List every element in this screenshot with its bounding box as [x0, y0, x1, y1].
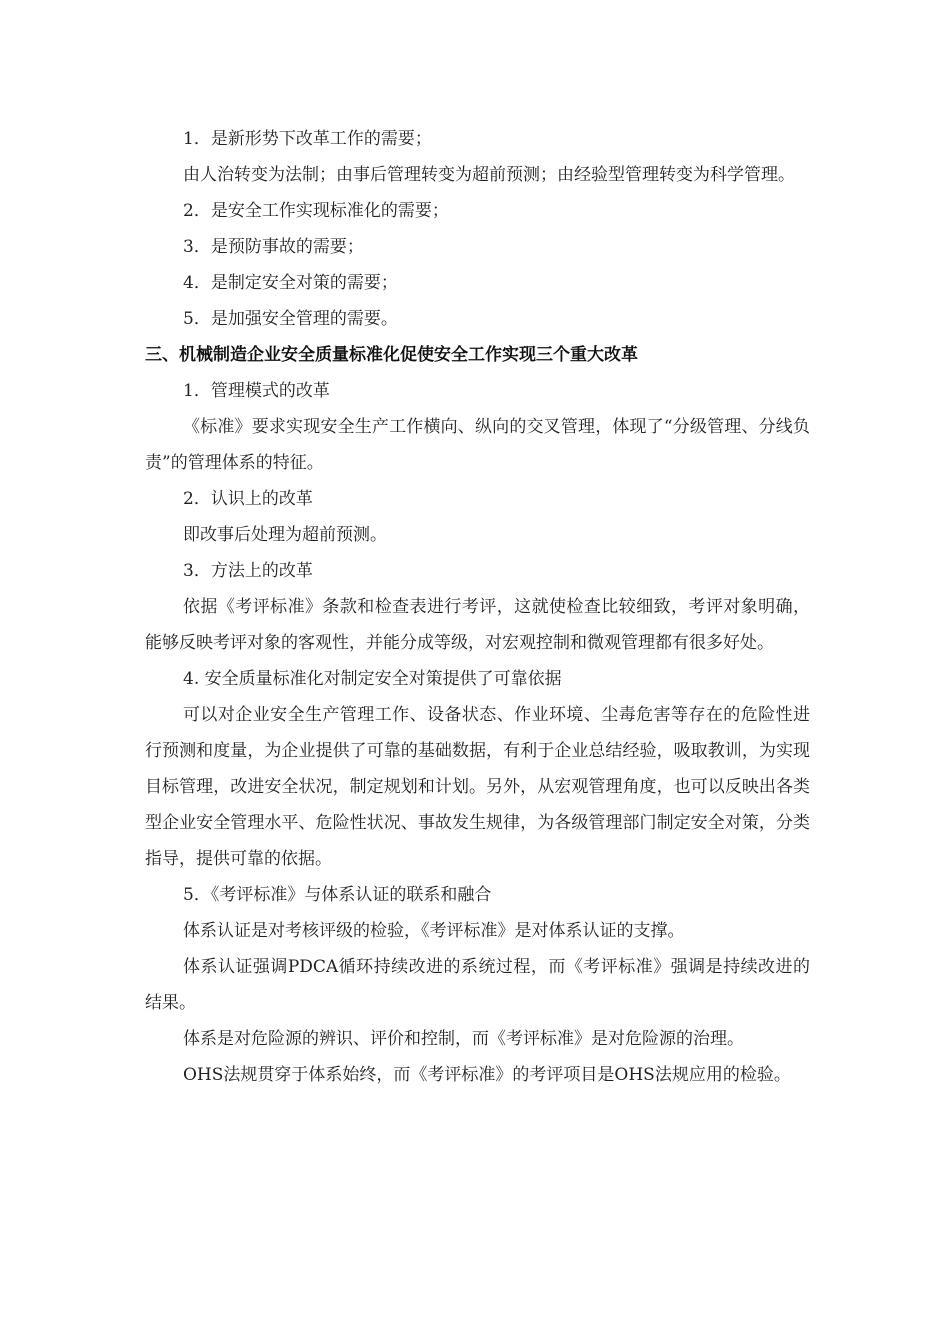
list-item: 3．是预防事故的需要；: [183, 237, 364, 257]
list-item: 2．认识上的改革: [183, 489, 313, 509]
body-paragraph: 体系认证是对考核评级的检验，《考评标准》是对体系认证的支撑。: [183, 921, 685, 941]
body-paragraph: 依据《考评标准》条款和检查表进行考评，这就使检查比较细致，考评对象明确，能够反映考评对象的客观性，并能分成等级，对宏观控制和微观管理都有很多好处。: [145, 597, 810, 653]
list-item: 4．是制定安全对策的需要；: [183, 273, 398, 293]
list-item: 1．管理模式的改革: [183, 381, 330, 401]
list-item: 1．是新形势下改革工作的需要；: [183, 129, 432, 149]
list-item: 3．方法上的改革: [183, 561, 313, 581]
body-paragraph: 体系是对危险源的辨识、评价和控制，而《考评标准》是对危险源的治理。: [183, 1029, 744, 1049]
section-heading: 三、机械制造企业安全质量标准化促使安全工作实现三个重大改革: [145, 345, 638, 365]
body-paragraph: 可以对企业安全生产管理工作、设备状态、作业环境、尘毒危害等存在的危险性进行预测和度量，为企业提供了可靠的基础数据，有利于企业总结经验，吸取教训，为实现目标管理，改进安全状况，制定规划和计划。另外，从宏观管理角度，也可以反映出各类型企业安全管理水平、危险性状况、事故发生规律，为各级管理部门制定安全对策，分类指导，提供可靠的依据。: [145, 705, 810, 869]
body-paragraph: 由人治转变为法制；由事后管理转变为超前预测；由经验型管理转变为科学管理。: [183, 165, 795, 185]
list-item: 5．是加强安全管理的需要。: [183, 309, 398, 329]
body-paragraph: OHS法规贯穿于体系始终，而《考评标准》的考评项目是OHS法规应用的检验。: [183, 1065, 791, 1085]
body-paragraph: 《标准》要求实现安全生产工作横向、纵向的交叉管理，体现了“分级管理、分线负责”的管理体系的特征。: [145, 417, 810, 473]
document-body: [145, 121, 810, 1093]
list-item: 2．是安全工作实现标准化的需要；: [183, 201, 449, 221]
list-item: 4. 安全质量标准化对制定安全对策提供了可靠依据: [183, 669, 562, 689]
body-paragraph: 体系认证强调PDCA循环持续改进的系统过程，而《考评标准》强调是持续改进的结果。: [145, 957, 810, 1013]
list-item: 5．《考评标准》与体系认证的联系和融合: [183, 885, 492, 905]
body-paragraph: 即改事后处理为超前预测。: [183, 525, 387, 545]
